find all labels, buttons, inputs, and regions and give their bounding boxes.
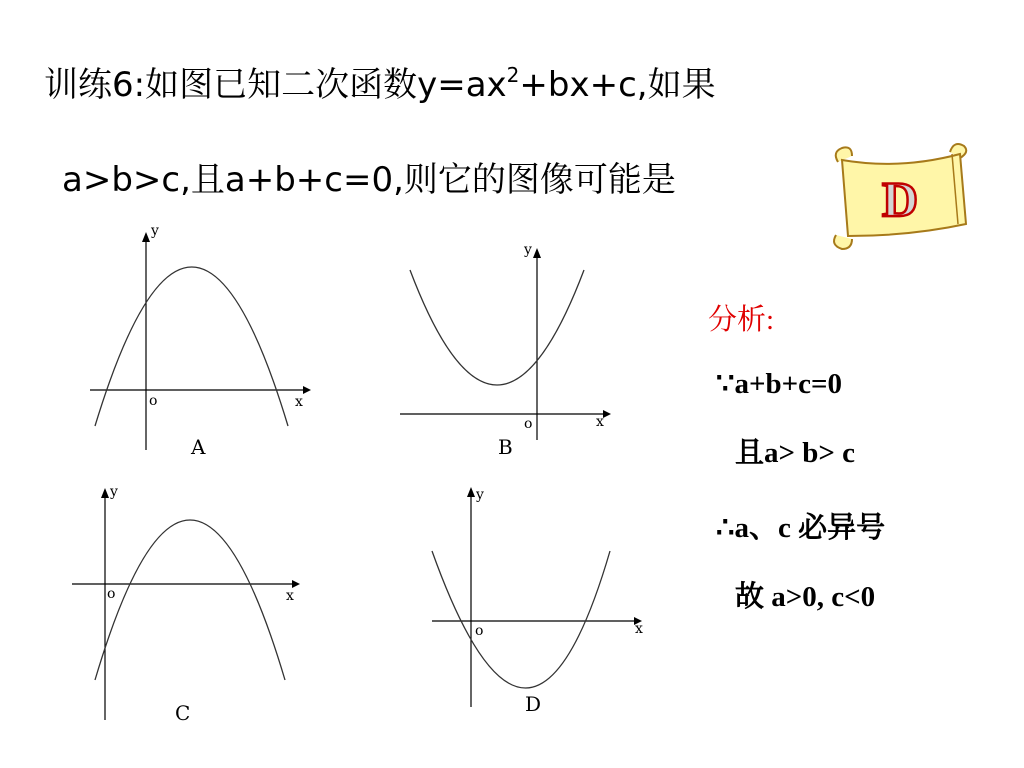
graph-b-origin: o [524, 416, 533, 432]
graph-b-x-label: x [596, 414, 604, 430]
graph-a-x-label: x [295, 394, 303, 410]
question-line-1-suffix: +bx+c,如果 [519, 65, 716, 105]
exponent: 2 [506, 63, 520, 87]
graph-a-origin: o [149, 393, 158, 409]
question-line-1 [44, 55, 716, 105]
graph-d-y-label: y [476, 487, 484, 503]
graph-d [430, 485, 650, 715]
analysis-line-3: ∴a、c 必异号 [716, 512, 886, 544]
graph-a-caption: A [191, 435, 206, 459]
analysis-title: 分析: [708, 304, 775, 336]
graph-b-y-label: y [524, 242, 532, 258]
graph-c [70, 480, 310, 730]
question-line-1-prefix: 训练6:如图已知二次函数y=ax [44, 65, 507, 105]
graph-c-x-label: x [286, 588, 294, 604]
analysis-line-4: 故 a>0, c<0 [735, 581, 876, 613]
answer-scroll [830, 140, 970, 250]
graph-c-y-label: y [110, 484, 118, 500]
graph-b-caption: B [498, 435, 513, 459]
graph-a-y-label: y [151, 223, 159, 239]
graph-c-origin: o [107, 586, 116, 602]
graph-b [398, 240, 613, 460]
question-line-2: a>b>c,且a+b+c=0,则它的图像可能是 [62, 160, 676, 200]
graph-d-x-label: x [635, 621, 643, 637]
graph-d-origin: o [475, 623, 484, 639]
graph-d-caption: D [525, 692, 542, 716]
answer-label: D [881, 171, 919, 227]
graph-c-caption: C [175, 701, 191, 725]
graph-a [85, 222, 315, 462]
analysis-line-1: ∵a+b+c=0 [716, 368, 843, 400]
analysis-line-2: 且a> b> c [735, 437, 856, 469]
